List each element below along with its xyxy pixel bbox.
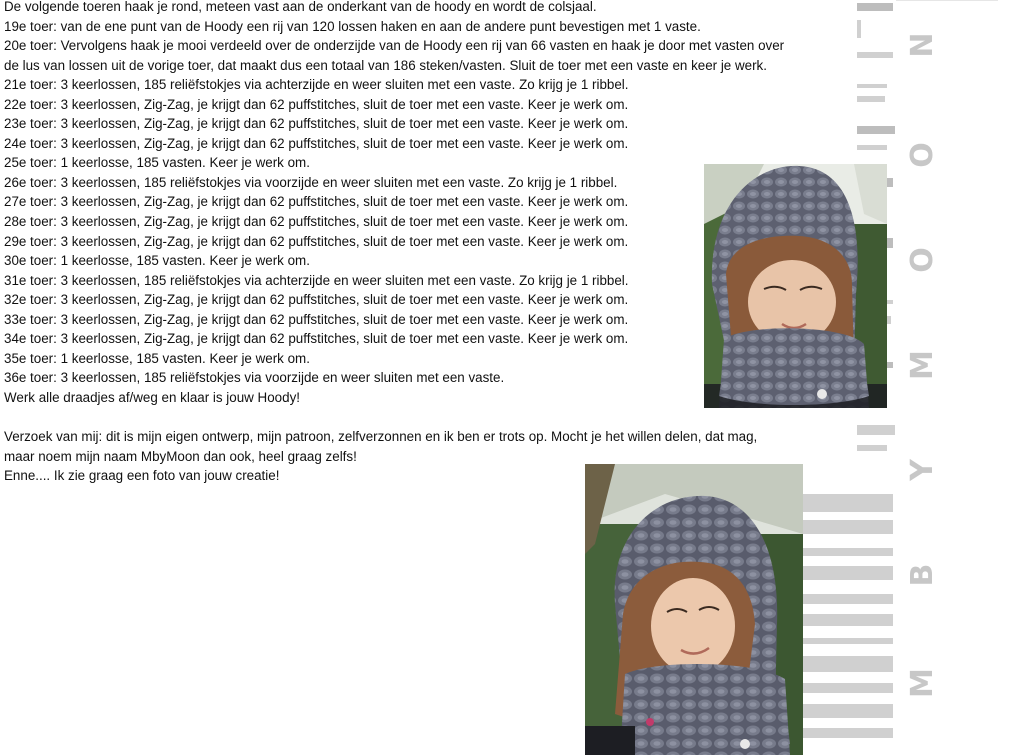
author-request (4, 427, 864, 486)
barcode-bar (803, 704, 893, 718)
pattern-line: Werk alle draadjes af/weg en klaar is jouw Hoody! (4, 389, 300, 405)
request-line: Verzoek van mij: dit is mijn eigen ontwerp, mijn patroon, zelfverzonnen en ik ben er trots op. Mocht je het willen delen, dat mag, (4, 429, 758, 445)
pattern-line: 19e toer: van de ene punt van de Hoody een rij van 120 lossen haken en aan de andere punt bevestigen met 1 vaste. (4, 18, 701, 34)
barcode-bar (803, 594, 893, 604)
watermark-letter: O (905, 247, 940, 273)
barcode-bar (803, 520, 893, 534)
barcode-bar (803, 494, 893, 512)
request-line: Enne.... Ik zie graag een foto van jouw creatie! (4, 468, 280, 484)
pattern-line: 23e toer: 3 keerlossen, Zig-Zag, je krijgt dan 62 puffstitches, sluit de toer met een vaste. Keer je werk om. (4, 116, 629, 132)
barcode-bar (803, 638, 893, 644)
pattern-line: 34e toer: 3 keerlossen, Zig-Zag, je krijgt dan 62 puffstitches, sluit de toer met een vaste. Keer je werk om. (4, 331, 629, 347)
pattern-line: 21e toer: 3 keerlossen, 185 reliëfstokjes via achterzijde en weer sluiten met een vaste. Zo krijg je 1 ribbel. (4, 77, 629, 93)
pattern-line: 35e toer: 1 keerlosse, 185 vasten. Keer je werk om. (4, 350, 310, 366)
pattern-line: 26e toer: 3 keerlossen, 185 reliëfstokjes via voorzijde en weer sluiten met een vaste. Zo krijg je 1 ribbel. (4, 174, 618, 190)
pattern-line: 29e toer: 3 keerlossen, Zig-Zag, je krijgt dan 62 puffstitches, sluit de toer met een vaste. Keer je werk om. (4, 233, 629, 249)
pattern-line: 28e toer: 3 keerlossen, Zig-Zag, je krijgt dan 62 puffstitches, sluit de toer met een vaste. Keer je werk om. (4, 214, 629, 230)
barcode-bar (803, 614, 893, 626)
pattern-line: 24e toer: 3 keerlossen, Zig-Zag, je krijgt dan 62 puffstitches, sluit de toer met een vaste. Keer je werk om. (4, 135, 629, 151)
pattern-line: 20e toer: Vervolgens haak je mooi verdeeld over de onderzijde van de Hoody een rij van 66 vasten en haak je door met vasten over (4, 38, 785, 54)
hoody-photo-smiling (585, 464, 803, 755)
pattern-line: 33e toer: 3 keerlossen, Zig-Zag, je krijgt dan 62 puffstitches, sluit de toer met een vaste. Keer je werk om. (4, 311, 629, 327)
paragraph-gap (4, 407, 864, 427)
barcode-bar (803, 683, 893, 693)
pattern-line: 30e toer: 1 keerlosse, 185 vasten. Keer je werk om. (4, 253, 310, 269)
pattern-text (4, 0, 864, 486)
pattern-line: De volgende toeren haak je rond, meteen vast aan de onderkant van de hoody en wordt de colsjaal. (4, 0, 597, 14)
barcode-bar (803, 566, 893, 580)
watermark-letter: O (905, 142, 940, 168)
barcode-bar (803, 728, 893, 738)
pattern-line: 31e toer: 3 keerlossen, 185 reliëfstokjes via achterzijde en weer sluiten met een vaste. Zo krijg je 1 ribbel. (4, 272, 629, 288)
pattern-line: 32e toer: 3 keerlossen, Zig-Zag, je krijgt dan 62 puffstitches, sluit de toer met een vaste. Keer je werk om. (4, 292, 629, 308)
request-line: maar noem mijn naam MbyMoon dan ook, heel graag zelfs! (4, 448, 357, 464)
pattern-line: 22e toer: 3 keerlossen, Zig-Zag, je krijgt dan 62 puffstitches, sluit de toer met een vaste. Keer je werk om. (4, 96, 629, 112)
pattern-instructions (4, 0, 864, 407)
pattern-line: de lus van lossen uit de vorige toer, dat maakt dus een totaal van 186 steken/vasten. Sluit de toer met een vaste en keer je werk. (4, 57, 767, 73)
barcode-bar (803, 548, 893, 556)
watermark-letter: B (905, 563, 940, 587)
watermark-letter: N (905, 32, 940, 58)
watermark-letter: M (905, 668, 940, 698)
watermark-letter: Y (905, 459, 940, 481)
pattern-line: 36e toer: 3 keerlossen, 185 reliëfstokjes via voorzijde en weer sluiten met een vaste. (4, 370, 505, 386)
pattern-line: 25e toer: 1 keerlosse, 185 vasten. Keer je werk om. (4, 155, 310, 171)
barcode-bar (803, 656, 893, 672)
pattern-line: 27e toer: 3 keerlossen, Zig-Zag, je krijgt dan 62 puffstitches, sluit de toer met een vaste. Keer je werk om. (4, 194, 629, 210)
watermark-letter: M (905, 350, 940, 380)
